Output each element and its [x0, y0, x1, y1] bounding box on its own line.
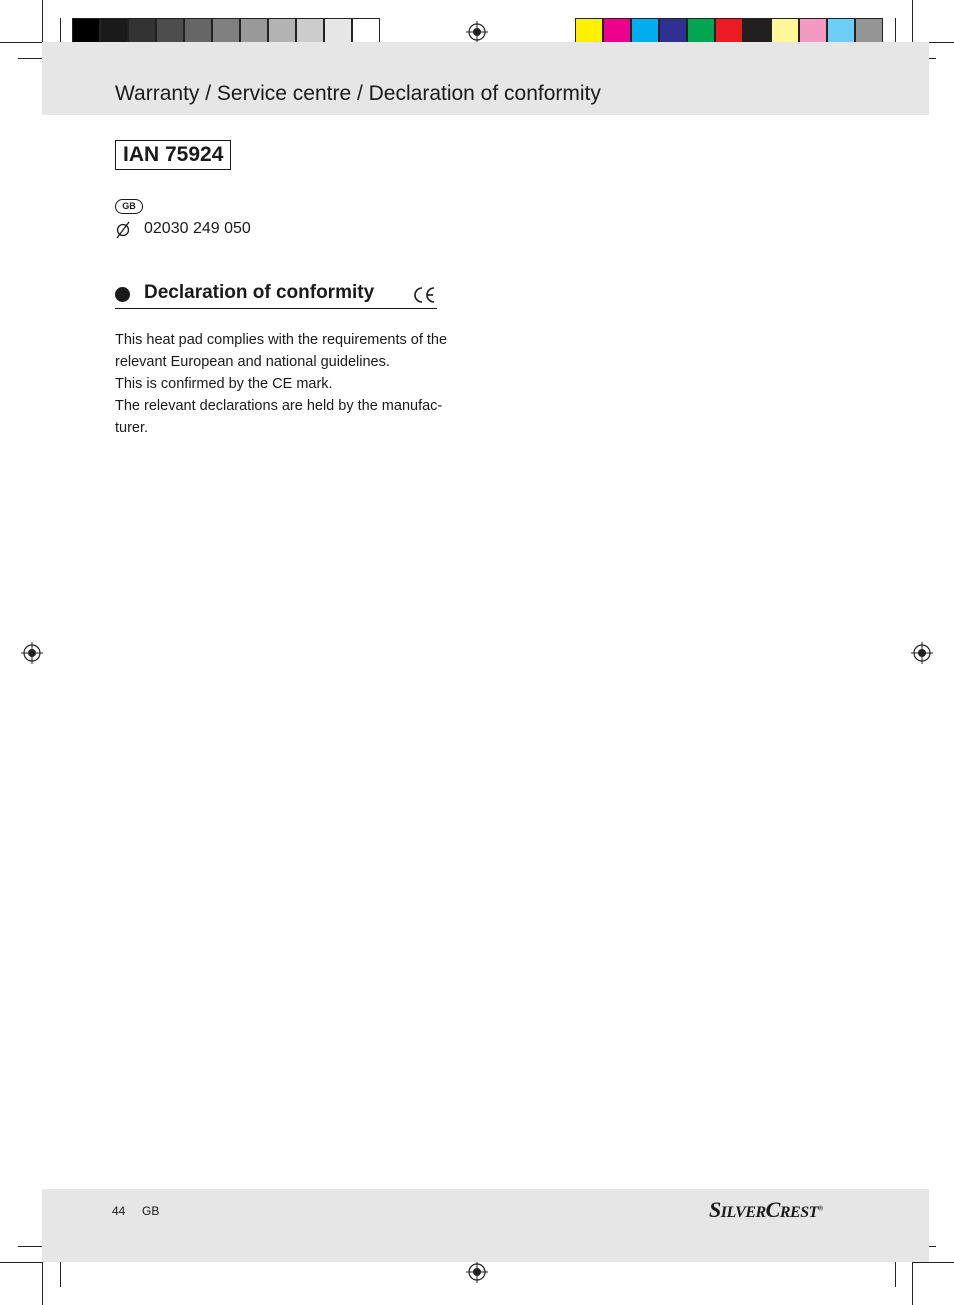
text-line: This heat pad complies with the requirements of the: [115, 332, 448, 348]
silvercrest-logo: SILVERCREST®: [709, 1197, 823, 1222]
footer-country-code: GB: [142, 1204, 160, 1218]
crop-mark: [42, 1262, 43, 1305]
registration-mark-icon: [911, 642, 933, 664]
section-heading: Declaration of conformity: [144, 282, 375, 303]
text-line: The relevant declarations are held by the manufac-: [115, 398, 443, 414]
registration-mark-icon: [466, 1261, 488, 1283]
crop-mark: [912, 1262, 913, 1305]
registration-mark-icon: [21, 642, 43, 664]
text-line: turer.: [115, 420, 149, 436]
text-line: relevant European and national guidelines.: [115, 354, 390, 370]
crop-mark: [912, 0, 913, 42]
declaration-text: [115, 329, 475, 439]
crop-mark: [0, 1262, 42, 1263]
section-bullet: [115, 287, 130, 302]
text-line: This is confirmed by the CE mark.: [115, 376, 333, 392]
country-badge: GB: [115, 199, 143, 214]
service-phone-number: 02030 249 050: [144, 220, 251, 237]
section-divider: [115, 308, 437, 309]
page-number: 44: [112, 1204, 126, 1218]
phone-icon: [115, 221, 131, 239]
crop-mark: [912, 1262, 954, 1263]
ce-mark-icon: [412, 286, 436, 304]
page-title: Warranty / Service centre / Declaration of conformity: [115, 82, 601, 105]
crop-mark: [0, 42, 42, 43]
ian-label: IAN 75924: [115, 140, 231, 170]
crop-mark: [42, 0, 43, 42]
registration-mark-icon: [466, 21, 488, 43]
